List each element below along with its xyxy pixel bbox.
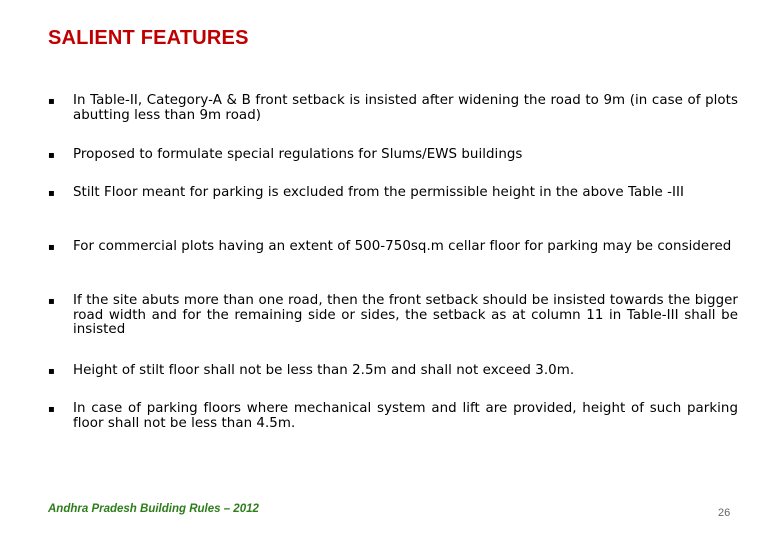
list-item bbox=[48, 94, 738, 123]
list-item bbox=[48, 186, 738, 201]
list-item bbox=[48, 364, 738, 379]
slide-title: SALIENT FEATURES bbox=[48, 27, 249, 49]
bullet-text: For commercial plots having an extent of 500-750sq.m cellar floor for parking may be considered bbox=[73, 239, 732, 254]
footer-text: Andhra Pradesh Building Rules – 2012 bbox=[48, 503, 259, 515]
bullet-text: Proposed to formulate special regulations for Slums/EWS buildings bbox=[73, 147, 523, 162]
list-item bbox=[48, 402, 738, 431]
list-item bbox=[48, 148, 738, 163]
bullet-marker-icon: ▪ bbox=[48, 242, 55, 253]
bullet-text: Height of stilt floor shall not be less than 2.5m and shall not exceed 3.0m. bbox=[73, 363, 575, 378]
bullet-marker-icon: ▪ bbox=[48, 404, 55, 415]
page-number: 26 bbox=[718, 507, 731, 519]
bullet-marker-icon: ▪ bbox=[48, 188, 55, 199]
bullet-text: In Table-II, Category-A & B front setback is insisted after widening the road to 9m (in case of plots abutting less than 9m road) bbox=[73, 93, 738, 123]
list-item bbox=[48, 240, 738, 255]
bullet-marker-icon: ▪ bbox=[48, 96, 55, 107]
bullet-text: Stilt Floor meant for parking is excluded from the permissible height in the above Table -III bbox=[73, 185, 685, 200]
bullet-marker-icon: ▪ bbox=[48, 296, 55, 307]
bullet-marker-icon: ▪ bbox=[48, 150, 55, 161]
bullet-marker-icon: ▪ bbox=[48, 366, 55, 377]
bullet-text: In case of parking floors where mechanical system and lift are provided, height of such parking floor shall not be less than 4.5m. bbox=[73, 401, 738, 431]
list-item bbox=[48, 294, 738, 338]
bullet-text: If the site abuts more than one road, then the front setback should be insisted towards the bigger road width and for the remaining side or sides, the setback as at column 11 in Table-III shall be insisted bbox=[73, 293, 738, 337]
